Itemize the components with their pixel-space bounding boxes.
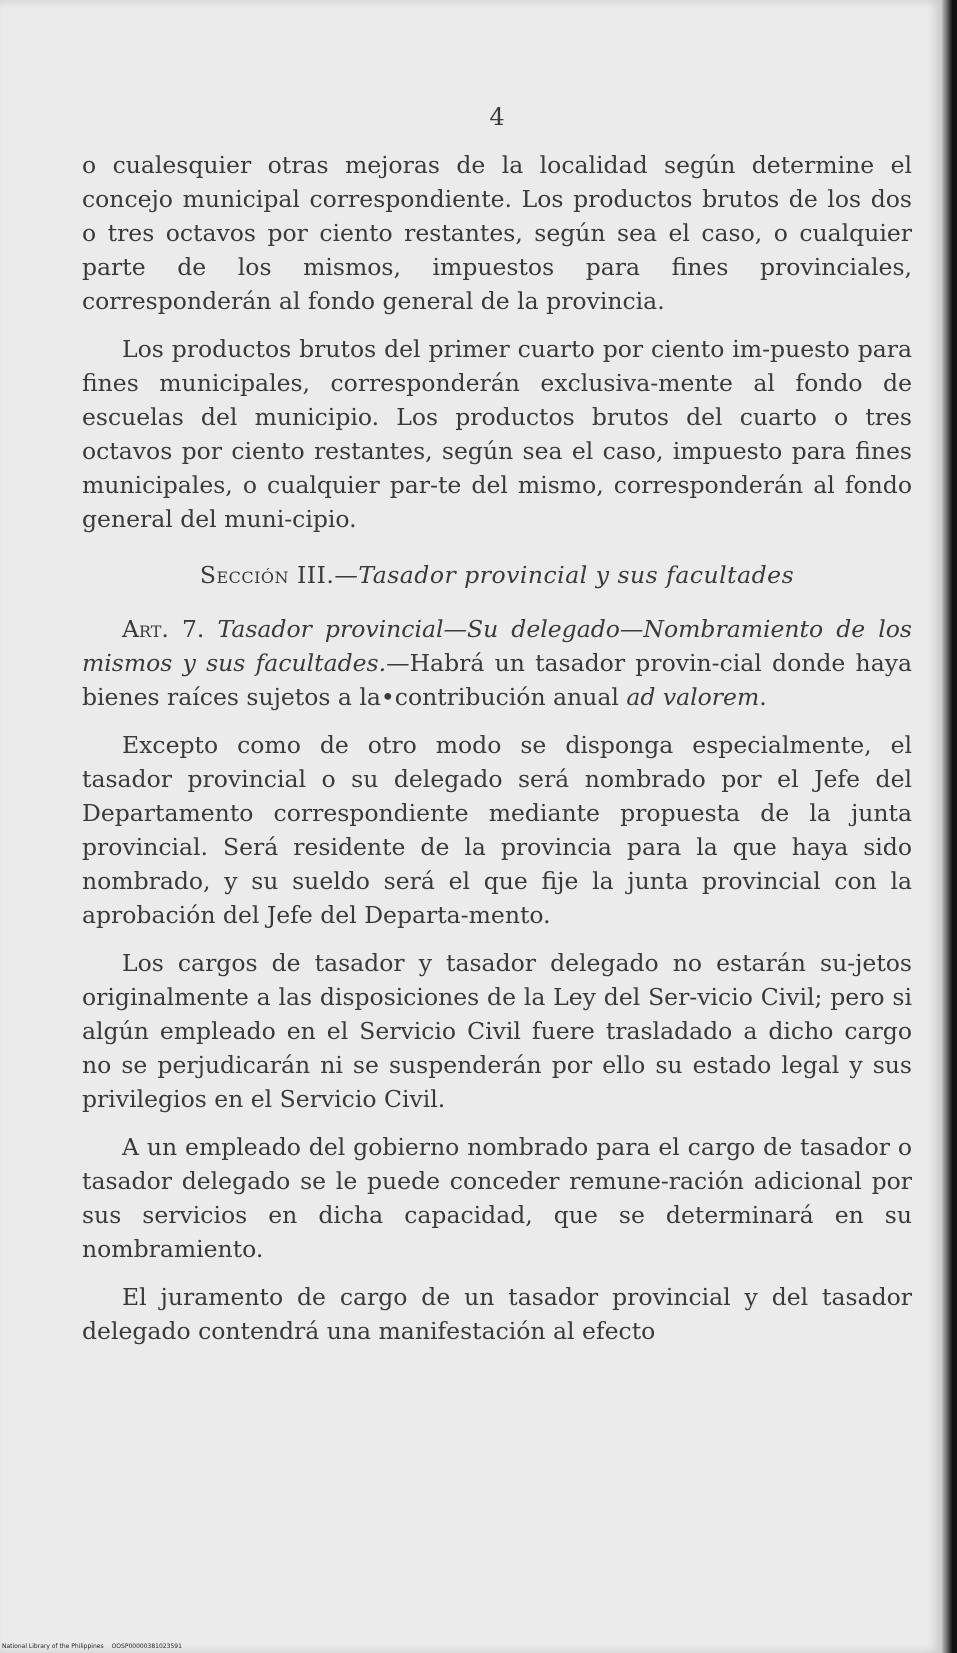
paragraph-remuneration: A un empleado del gobierno nombrado para el cargo de tasador o tasador delegado se le puede conceder remune-ración adicional por sus servicios en dicha capacidad, que se determinará en su nombramiento. [82, 1133, 912, 1263]
section-heading [82, 558, 912, 592]
paragraph-continuation: o cualesquier otras mejoras de la localidad según determine el concejo municipal correspondiente. Los productos brutos de los dos o tres octavos por ciento restantes, según sea el caso, o cualquier parte de los mismos, impuestos para fines provinciales, corresponderán al fondo general de la provincia. [82, 151, 912, 315]
footer-library: National Library of the Philippines [2, 1643, 104, 1650]
paragraph-civil-service: Los cargos de tasador y tasador delegado no estarán su-jetos originalmente a las disposiciones de la Ley del Ser-vicio Civil; pero si algún empleado en el Servicio Civil fuere trasladado a dicho cargo no se perjudicarán ni se suspenderán por ello su estado legal y sus privilegios en el Servicio Civil. [82, 949, 912, 1113]
article-end: . [759, 683, 767, 711]
paragraph-oath: El juramento de cargo de un tasador provincial y del tasador delegado contendrá una manifestación al efecto [82, 1283, 912, 1345]
article-latin-term: ad valorem [626, 683, 760, 711]
article-7 [82, 612, 912, 714]
footer-code: OOSP00000381023591 [111, 1643, 182, 1650]
page-number: 4 [489, 103, 505, 131]
paragraph-appointment: Excepto como de otro modo se disponga especialmente, el tasador provincial o su delegado será nombrado por el Jefe del Departamento correspondiente mediante propuesta de la junta provincial. Será residente de la provincia para la que haya sido nombrado, y su sueldo será el que fije la junta provincial con la aprobación del Jefe del Departa-mento. [82, 731, 912, 929]
page-edge-shadow [942, 0, 957, 1653]
section-label: Sección III. [199, 561, 335, 589]
article-text-b: contribución anual [394, 683, 627, 711]
page-content [82, 100, 912, 1362]
article-title: Tasador provincial—Su delegado—Nombramiento de los mismos y sus facultades. [82, 615, 912, 677]
section-title: —Tasador provincial y sus facultades [334, 561, 795, 589]
article-dot: • [380, 683, 395, 711]
scan-footer [2, 1643, 190, 1651]
article-label: Art. 7. [122, 615, 205, 643]
paragraph-municipal-proceeds: Los productos brutos del primer cuarto por ciento im-puesto para fines municipales, corresponderán exclusiva-mente al fondo de escuelas del municipio. Los productos brutos del cuarto o tres octavos por ciento restantes, según sea el caso, impuesto para fines municipales, o cualquier par-te del mismo, corresponderán al fondo general del muni-cipio. [82, 335, 912, 533]
article-text-a: —Habrá un tasador provin-cial donde haya bienes raíces sujetos a la [82, 649, 912, 711]
